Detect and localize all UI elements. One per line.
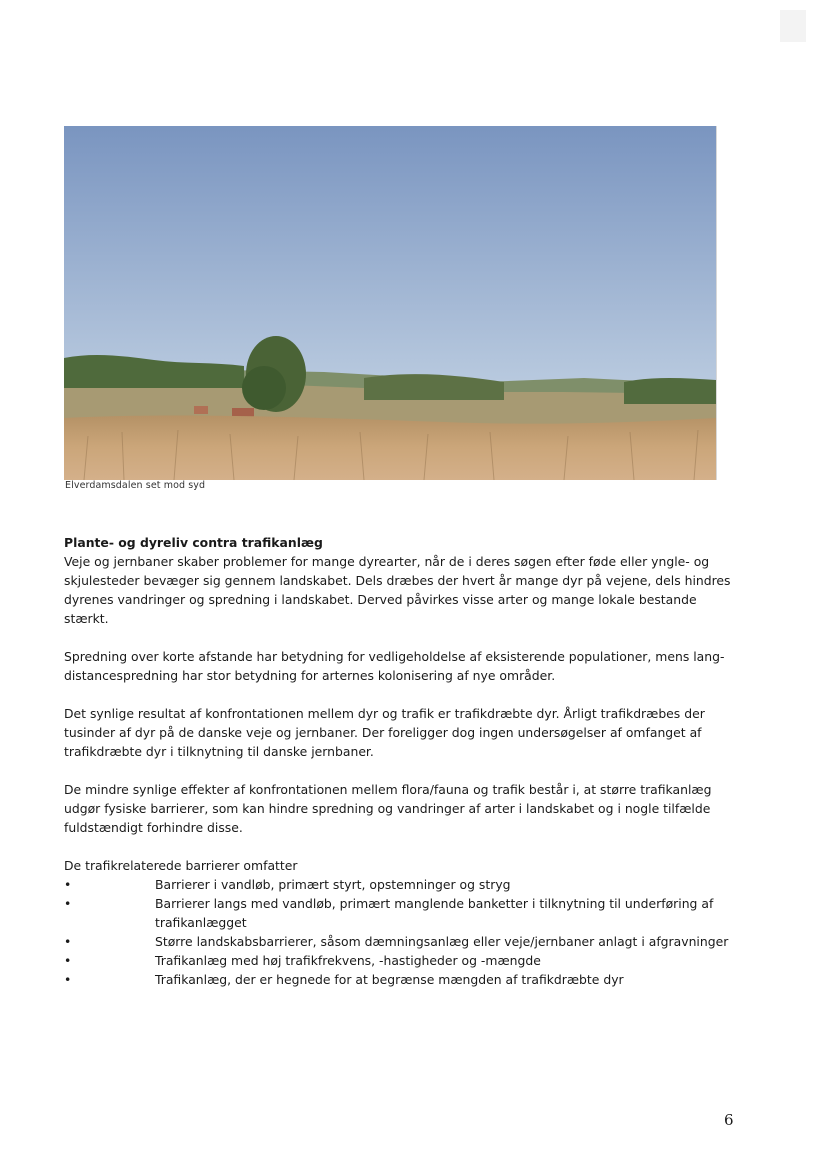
list-intro: De trafikrelaterede barrierer omfatter: [64, 858, 298, 873]
landscape-photo: [64, 126, 717, 480]
list-item: [64, 932, 739, 951]
bullet-icon: •: [64, 972, 72, 987]
bullet-icon: •: [64, 953, 72, 968]
list-item: [64, 951, 739, 970]
article-body: [64, 533, 739, 989]
photo-caption: Elverdamsdalen set mod syd: [65, 480, 206, 491]
list-item-text: Trafikanlæg med høj trafikfrekvens, -hastigheder og -mængde: [155, 953, 541, 968]
paragraph: Veje og jernbaner skaber problemer for mange dyrearter, når de i deres søgen efter føde eller yngle- og skjulesteder bevæger sig gennem landskabet. Dels dræbes der hvert år mange dyr på vejene, dels hindres dyrenes vandringer og spredning i landskabet. Derved påvirkes visse arter og mange lokale bestande stærkt.: [64, 554, 731, 626]
bullet-icon: •: [64, 896, 72, 911]
page-number: 6: [724, 1111, 734, 1129]
section-heading: Plante- og dyreliv contra trafikanlæg: [64, 535, 323, 550]
scan-artifact: [780, 10, 806, 42]
paragraph: Det synlige resultat af konfrontationen mellem dyr og trafik er trafikdræbte dyr. Årligt trafikdræbes der tusinder af dyr på de danske veje og jernbaner. Der foreligger dog ingen undersøgelser af omfanget af trafikdræbte dyr i tilknytning til danske jernbaner.: [64, 706, 705, 759]
paragraph: Spredning over korte afstande har betydning for vedligeholdelse af eksisterende populationer, mens lang-distancespredning har stor betydning for arternes kolonisering af nye områder.: [64, 649, 725, 683]
list-item: [64, 875, 739, 894]
list-item: [64, 894, 739, 932]
barrier-list: [64, 875, 739, 989]
landscape-photo-illustration: [64, 126, 716, 480]
list-item: [64, 970, 739, 989]
list-item-text: Barrierer langs med vandløb, primært manglende banketter i tilknytning til underføring af trafikanlægget: [155, 896, 714, 930]
list-item-text: Større landskabsbarrierer, såsom dæmningsanlæg eller veje/jernbaner anlagt i afgravninger: [155, 934, 729, 949]
list-item-text: Barrierer i vandløb, primært styrt, opstemninger og stryg: [155, 877, 511, 892]
list-item-text: Trafikanlæg, der er hegnede for at begrænse mængden af trafikdræbte dyr: [155, 972, 624, 987]
paragraph: De mindre synlige effekter af konfrontationen mellem flora/fauna og trafik består i, at større trafikanlæg udgør fysiske barrierer, som kan hindre spredning og vandringer af arter i landskabet og i nogle tilfælde fuldstændigt forhindre disse.: [64, 782, 712, 835]
bullet-icon: •: [64, 934, 72, 949]
bullet-icon: •: [64, 877, 72, 892]
